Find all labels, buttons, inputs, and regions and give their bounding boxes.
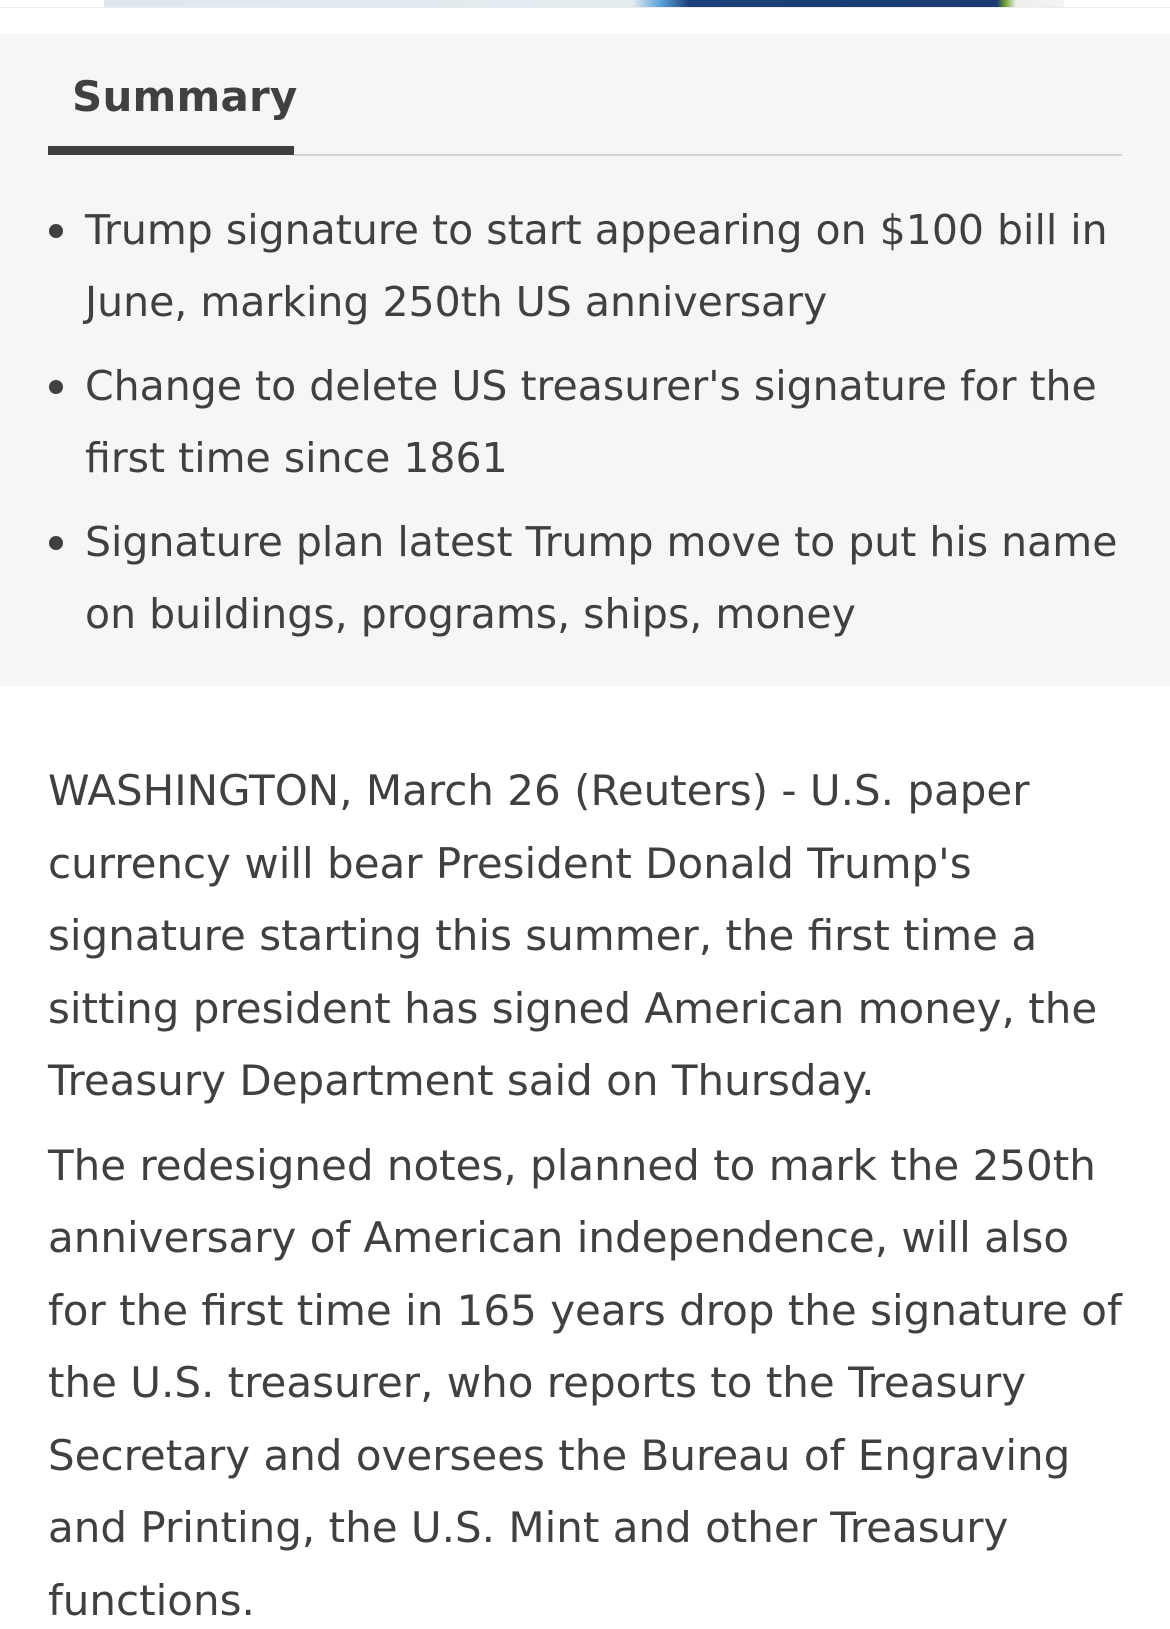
summary-tab-active-indicator: [48, 146, 294, 155]
divider: [0, 7, 1170, 8]
bullet-icon: [49, 536, 63, 550]
summary-item-text: Change to delete US treasurer's signature for the first time since 1861: [85, 362, 1097, 482]
summary-tab-label: Summary: [72, 72, 298, 121]
summary-item-text: Trump signature to start appearing on $100 bill in June, marking 250th US anniversary: [85, 206, 1108, 326]
bullet-icon: [49, 380, 63, 394]
summary-item-text: Signature plan latest Trump move to put his name on buildings, programs, ships, money: [85, 518, 1118, 638]
article-image-bottom-edge[interactable]: [104, 0, 1064, 7]
summary-item: [48, 194, 1128, 338]
summary-box: [0, 34, 1170, 686]
summary-item: [48, 506, 1128, 650]
article-paragraph: The redesigned notes, planned to mark the 250th anniversary of American independence, will also for the first time in 165 years drop the signature of the U.S. treasurer, who reports to the Treasury Secretary and oversees the Bureau of Engraving and Printing, the U.S. Mint and other Treasury functions.: [48, 1140, 1122, 1625]
bullet-icon: [49, 224, 63, 238]
summary-divider: [294, 154, 1122, 156]
article-body: [48, 755, 1128, 1629]
summary-item: [48, 350, 1128, 494]
tab-summary[interactable]: [48, 34, 298, 154]
summary-list: [48, 194, 1128, 662]
article-paragraph: WASHINGTON, March 26 (Reuters) - U.S. paper currency will bear President Donald Trump's signature starting this summer, the first time a sitting president has signed American money, the Treasury Department said on Thursday.: [48, 766, 1098, 1105]
